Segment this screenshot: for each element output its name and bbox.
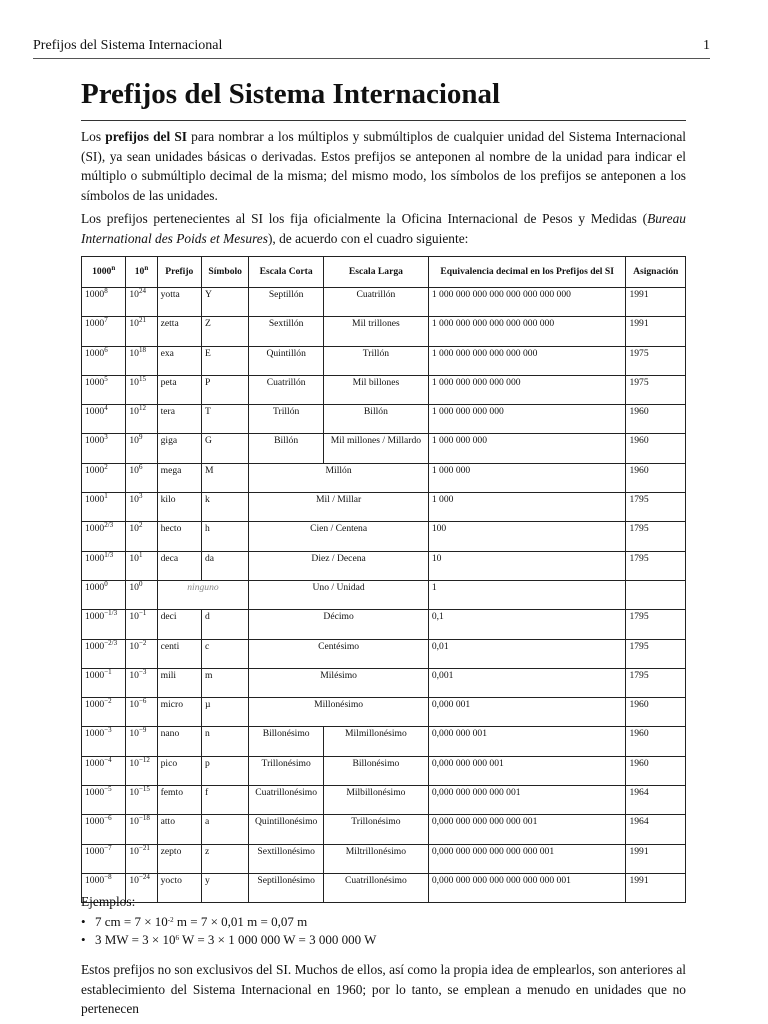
cell-symbol: Z	[201, 317, 248, 346]
cell-symbol: P	[201, 375, 248, 404]
cell-decimal-equivalence: 0,001	[428, 668, 626, 697]
cell-long-scale: Trillón	[323, 346, 428, 375]
cell-scale-merged: Mil / Millar	[249, 493, 428, 522]
header-symbol: Símbolo	[201, 257, 248, 288]
table-row	[82, 288, 686, 317]
cell-prefix: giga	[157, 434, 201, 463]
table-row	[82, 434, 686, 463]
page-number: 1	[703, 38, 710, 53]
cell-pow10: $10^{-2}$	[126, 639, 157, 668]
cell-decimal-equivalence: 0,1	[428, 610, 626, 639]
header-short-scale: Escala Corta	[249, 257, 324, 288]
cell-pow1000: 1000$^1$	[82, 493, 126, 522]
cell-prefix: yocto	[157, 873, 201, 902]
table-row	[82, 727, 686, 756]
cell-pow10: $10^{24}$	[126, 288, 157, 317]
intro-bold-term: prefijos del SI	[105, 129, 188, 144]
cell-year-assigned: 1960	[626, 434, 686, 463]
cell-prefix: hecto	[157, 522, 201, 551]
cell-pow10: $10^{-6}$	[126, 698, 157, 727]
cell-pow1000: $1000^{1/3}$	[82, 551, 126, 580]
cell-prefix: zetta	[157, 317, 201, 346]
cell-prefix-none: ninguno	[157, 580, 249, 609]
cell-long-scale: Billón	[323, 405, 428, 434]
cell-long-scale: Mil millones / Millardo	[323, 434, 428, 463]
cell-decimal-equivalence: 0,000 000 000 001	[428, 756, 626, 785]
cell-pow10: $10^{21}$	[126, 317, 157, 346]
bipm-paragraph	[81, 209, 686, 248]
cell-year-assigned: 1795	[626, 522, 686, 551]
cell-symbol: h	[201, 522, 248, 551]
cell-long-scale: Mil billones	[323, 375, 428, 404]
cell-pow1000: 1000$^5$	[82, 375, 126, 404]
cell-short-scale: Cuatrillón	[249, 375, 324, 404]
cell-symbol: y	[201, 873, 248, 902]
cell-decimal-equivalence: 0,000 001	[428, 698, 626, 727]
cell-short-scale: Septillonésimo	[249, 873, 324, 902]
cell-short-scale: Trillonésimo	[249, 756, 324, 785]
cell-decimal-equivalence: 1 000 000 000	[428, 434, 626, 463]
cell-symbol: p	[201, 756, 248, 785]
cell-year-assigned: 1991	[626, 317, 686, 346]
cell-pow1000: $1000^{2/3}$	[82, 522, 126, 551]
cell-scale-merged: Millón	[249, 463, 428, 492]
table-row	[82, 522, 686, 551]
cell-pow10: $10^{-21}$	[126, 844, 157, 873]
cell-short-scale: Billón	[249, 434, 324, 463]
header-year-assigned: Asignación	[626, 257, 686, 288]
cell-short-scale: Quintillonésimo	[249, 815, 324, 844]
cell-prefix: deci	[157, 610, 201, 639]
cell-long-scale: Milbillonésimo	[323, 786, 428, 815]
cell-pow1000: 1000$^7$	[82, 317, 126, 346]
example-item: • 7 cm = $7 \times 10^{-2}$ m = 7 × 0,01 m = 0,07 m	[81, 914, 308, 929]
table-row	[82, 698, 686, 727]
cell-year-assigned: 1964	[626, 786, 686, 815]
cell-long-scale: Billonésimo	[323, 756, 428, 785]
cell-decimal-equivalence: 1 000	[428, 493, 626, 522]
cell-scale-merged: Uno / Unidad	[249, 580, 428, 609]
running-header-title: Prefijos del Sistema Internacional	[33, 38, 223, 53]
bipm-text-2: ), de acuerdo con el cuadro siguiente:	[267, 230, 469, 246]
cell-prefix: kilo	[157, 493, 201, 522]
cell-pow10: $10^0$	[126, 580, 157, 609]
cell-pow10: $10^{-12}$	[126, 756, 157, 785]
cell-pow10: $10^{12}$	[126, 405, 157, 434]
cell-short-scale: Quintillón	[249, 346, 324, 375]
cell-prefix: yotta	[157, 288, 201, 317]
cell-year-assigned: 1964	[626, 815, 686, 844]
cell-symbol: n	[201, 727, 248, 756]
cell-year-assigned: 1960	[626, 727, 686, 756]
cell-pow1000: $1000^{-2/3}$	[82, 639, 126, 668]
cell-decimal-equivalence: 0,000 000 000 000 000 000 001	[428, 844, 626, 873]
cell-pow1000: 1000$^4$	[82, 405, 126, 434]
table-row	[82, 346, 686, 375]
cell-decimal-equivalence: 0,000 000 000 000 000 000 000 001	[428, 873, 626, 902]
cell-symbol: d	[201, 610, 248, 639]
cell-year-assigned: 1795	[626, 551, 686, 580]
cell-scale-merged: Cien / Centena	[249, 522, 428, 551]
cell-decimal-equivalence: 1 000 000 000 000 000 000 000 000	[428, 288, 626, 317]
cell-decimal-equivalence: 1	[428, 580, 626, 609]
cell-short-scale: Sextillonésimo	[249, 844, 324, 873]
cell-short-scale: Sextillón	[249, 317, 324, 346]
cell-pow1000: $1000^{-7}$	[82, 844, 126, 873]
cell-short-scale: Trillón	[249, 405, 324, 434]
cell-year-assigned: 1991	[626, 873, 686, 902]
cell-symbol: µ	[201, 698, 248, 727]
intro-paragraph	[81, 127, 686, 205]
cell-decimal-equivalence: 100	[428, 522, 626, 551]
table-row	[82, 551, 686, 580]
header-pow1000: 1000$^n$	[82, 257, 126, 288]
cell-symbol: k	[201, 493, 248, 522]
cell-pow10: $10^6$	[126, 463, 157, 492]
cell-decimal-equivalence: 0,000 000 000 000 000 001	[428, 815, 626, 844]
header-long-scale: Escala Larga	[323, 257, 428, 288]
cell-symbol: T	[201, 405, 248, 434]
intro-text-2: para nombrar a los múltiplos y submúltiplos de cualquier unidad del Sistema Internacional (SI), ya sean unidades básicas o derivadas. Estos prefijos se anteponen al nombre de la unidad para indicar el múltiplo o submúltiplo decimal de la misma; del mismo modo, los símbolos de los prefijos se anteponen a los símbolos de las unidades.	[81, 129, 686, 203]
cell-pow1000: $1000^{-1/3}$	[82, 610, 126, 639]
cell-long-scale: Mil trillones	[323, 317, 428, 346]
bullet: •	[81, 914, 86, 929]
table-row	[82, 463, 686, 492]
table-row	[82, 375, 686, 404]
cell-decimal-equivalence: 1 000 000	[428, 463, 626, 492]
cell-prefix: pico	[157, 756, 201, 785]
table-header-row	[82, 257, 686, 288]
examples-section	[81, 894, 686, 950]
cell-scale-merged: Diez / Decena	[249, 551, 428, 580]
cell-pow10: $10^{15}$	[126, 375, 157, 404]
cell-pow10: $10^{-18}$	[126, 815, 157, 844]
cell-year-assigned: 1960	[626, 756, 686, 785]
cell-year-assigned: 1795	[626, 639, 686, 668]
cell-decimal-equivalence: 1 000 000 000 000 000	[428, 375, 626, 404]
example-item: • 3 MW = $3 \times 10^6$ W = 3 × 1 000 000 W = 3 000 000 W	[81, 932, 377, 947]
cell-pow10: $10^{-15}$	[126, 786, 157, 815]
table-row	[82, 815, 686, 844]
cell-year-assigned: 1795	[626, 610, 686, 639]
table-row	[82, 610, 686, 639]
si-prefix-table	[81, 256, 686, 903]
cell-short-scale: Cuatrillonésimo	[249, 786, 324, 815]
cell-pow1000: $1000^{-1}$	[82, 668, 126, 697]
cell-symbol: da	[201, 551, 248, 580]
cell-prefix: mili	[157, 668, 201, 697]
cell-year-assigned: 1960	[626, 405, 686, 434]
cell-year-assigned: 1960	[626, 698, 686, 727]
cell-year-assigned: 1991	[626, 288, 686, 317]
cell-symbol: m	[201, 668, 248, 697]
cell-year-assigned: 1991	[626, 844, 686, 873]
cell-year-assigned: 1960	[626, 463, 686, 492]
cell-long-scale: Cuatrillonésimo	[323, 873, 428, 902]
cell-symbol: G	[201, 434, 248, 463]
cell-pow10: $10^1$	[126, 551, 157, 580]
table-row	[82, 668, 686, 697]
cell-pow1000: $1000^{-4}$	[82, 756, 126, 785]
cell-pow1000: 1000$^3$	[82, 434, 126, 463]
cell-pow10: $10^{18}$	[126, 346, 157, 375]
bipm-text-1: Los prefijos pertenecientes al SI los fija oficialmente la Oficina Internacional de Pesos y Medidas (	[81, 211, 648, 226]
cell-prefix: mega	[157, 463, 201, 492]
cell-decimal-equivalence: 1 000 000 000 000	[428, 405, 626, 434]
cell-long-scale: Miltrillonésimo	[323, 844, 428, 873]
cell-pow10: $10^{-24}$	[126, 873, 157, 902]
table-row	[82, 756, 686, 785]
cell-decimal-equivalence: 0,000 000 000 000 001	[428, 786, 626, 815]
cell-prefix: nano	[157, 727, 201, 756]
cell-pow1000: 1000$^0$	[82, 580, 126, 609]
cell-pow10: $10^{-9}$	[126, 727, 157, 756]
cell-scale-merged: Décimo	[249, 610, 428, 639]
bipm-italic-name: Bureau International des Poids et Mesures	[81, 211, 686, 246]
cell-short-scale: Septillón	[249, 288, 324, 317]
cell-decimal-equivalence: 10	[428, 551, 626, 580]
cell-scale-merged: Millonésimo	[249, 698, 428, 727]
cell-symbol: a	[201, 815, 248, 844]
cell-prefix: deca	[157, 551, 201, 580]
cell-pow10: $10^9$	[126, 434, 157, 463]
header-pow10: 10$^n$	[126, 257, 157, 288]
cell-pow10: $10^3$	[126, 493, 157, 522]
cell-pow10: $10^{-1}$	[126, 610, 157, 639]
table-row	[82, 405, 686, 434]
examples-title: Ejemplos:	[81, 894, 136, 909]
table-row	[82, 844, 686, 873]
cell-prefix: femto	[157, 786, 201, 815]
intro-text-1: Los	[81, 129, 106, 144]
cell-pow10: $10^{-3}$	[126, 668, 157, 697]
table-row	[82, 580, 686, 609]
cell-pow1000: $1000^{-2}$	[82, 698, 126, 727]
cell-year-assigned: 1795	[626, 668, 686, 697]
cell-symbol: M	[201, 463, 248, 492]
cell-scale-merged: Centésimo	[249, 639, 428, 668]
cell-symbol: c	[201, 639, 248, 668]
running-header	[33, 38, 710, 59]
cell-pow1000: $1000^{-6}$	[82, 815, 126, 844]
table-row	[82, 639, 686, 668]
cell-symbol: Y	[201, 288, 248, 317]
cell-year-assigned: 1795	[626, 493, 686, 522]
cell-prefix: micro	[157, 698, 201, 727]
cell-year-assigned	[626, 580, 686, 609]
table-body	[82, 288, 686, 903]
cell-decimal-equivalence: 1 000 000 000 000 000 000 000	[428, 317, 626, 346]
cell-decimal-equivalence: 0,000 000 001	[428, 727, 626, 756]
cell-pow1000: 1000$^2$	[82, 463, 126, 492]
cell-pow1000: 1000$^6$	[82, 346, 126, 375]
cell-pow1000: $1000^{-3}$	[82, 727, 126, 756]
cell-prefix: peta	[157, 375, 201, 404]
cell-long-scale: Cuatrillón	[323, 288, 428, 317]
cell-symbol: E	[201, 346, 248, 375]
cell-symbol: f	[201, 786, 248, 815]
cell-pow10: $10^2$	[126, 522, 157, 551]
header-decimal-equivalence: Equivalencia decimal en los Prefijos del SI	[428, 257, 626, 288]
cell-pow1000: $1000^{-5}$	[82, 786, 126, 815]
cell-prefix: zepto	[157, 844, 201, 873]
table-row	[82, 317, 686, 346]
cell-prefix: exa	[157, 346, 201, 375]
cell-long-scale: Trillonésimo	[323, 815, 428, 844]
cell-long-scale: Milmillonésimo	[323, 727, 428, 756]
header-prefix: Prefijo	[157, 257, 201, 288]
cell-prefix: centi	[157, 639, 201, 668]
cell-pow1000: $1000^{-8}$	[82, 873, 126, 902]
cell-year-assigned: 1975	[626, 346, 686, 375]
cell-pow1000: 1000$^8$	[82, 288, 126, 317]
closing-paragraph: Estos prefijos no son exclusivos del SI. Muchos de ellos, así como la propia idea de emplearlos, son anteriores al establecimiento del Sistema Internacional en 1960; por lo tanto, se emplean a menudo en unidades que no pertenecen	[81, 962, 686, 1017]
cell-prefix: tera	[157, 405, 201, 434]
cell-prefix: atto	[157, 815, 201, 844]
table-row	[82, 786, 686, 815]
cell-symbol: z	[201, 844, 248, 873]
cell-decimal-equivalence: 0,01	[428, 639, 626, 668]
page-title: Prefijos del Sistema Internacional	[81, 76, 686, 121]
cell-short-scale: Billonésimo	[249, 727, 324, 756]
table-row	[82, 493, 686, 522]
cell-year-assigned: 1975	[626, 375, 686, 404]
cell-decimal-equivalence: 1 000 000 000 000 000 000	[428, 346, 626, 375]
cell-scale-merged: Milésimo	[249, 668, 428, 697]
bullet: •	[81, 932, 86, 947]
